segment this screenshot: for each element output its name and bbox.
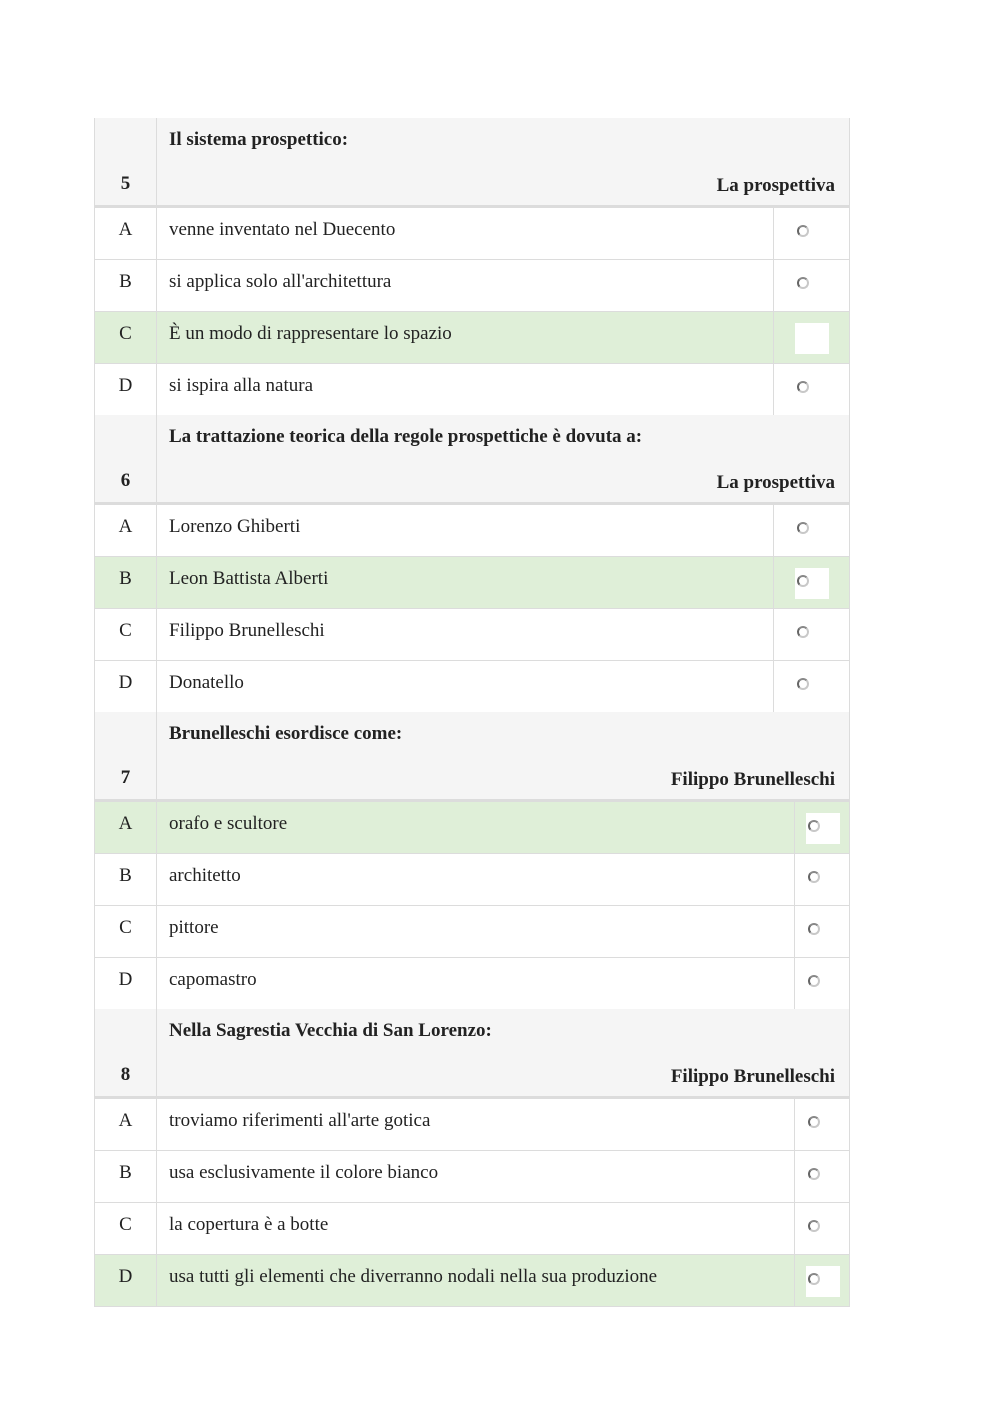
answer-row[interactable] [95, 1203, 849, 1255]
question-text: Brunelleschi esordisce come: [169, 723, 403, 744]
option-text: usa esclusivamente il colore bianco [169, 1162, 439, 1183]
question-topic: La prospettiva [716, 175, 835, 196]
option-text: capomastro [169, 969, 257, 990]
option-text: si applica solo all'architettura [169, 271, 392, 292]
answer-row[interactable] [95, 854, 849, 906]
option-letter: D [95, 958, 157, 1009]
option-letter: C [95, 1203, 157, 1254]
option-select-cell[interactable] [794, 1151, 849, 1202]
question-number: 8 [95, 1009, 157, 1096]
option-select-cell[interactable] [773, 505, 849, 556]
option-text: orafo e scultore [169, 813, 288, 834]
option-select-cell[interactable] [773, 557, 849, 608]
answer-row[interactable] [95, 1099, 849, 1151]
question-body [157, 118, 849, 205]
radio-icon[interactable] [797, 678, 809, 690]
question-number: 7 [95, 712, 157, 799]
option-letter: B [95, 854, 157, 905]
question-text: La trattazione teorica della regole prospettiche è dovuta a: [169, 426, 643, 447]
question-text: Nella Sagrestia Vecchia di San Lorenzo: [169, 1020, 492, 1041]
option-letter: D [95, 364, 157, 415]
question-block [95, 712, 849, 1009]
question-number: 6 [95, 415, 157, 502]
option-select-cell[interactable] [794, 958, 849, 1009]
radio-icon[interactable] [797, 381, 809, 393]
selected-box[interactable] [795, 323, 829, 354]
option-select-cell[interactable] [794, 1255, 849, 1306]
option-select-cell[interactable] [773, 208, 849, 259]
selected-box[interactable] [795, 568, 829, 599]
answer-row-correct[interactable] [95, 312, 849, 364]
answer-row[interactable] [95, 260, 849, 312]
answer-row[interactable] [95, 208, 849, 260]
option-select-cell[interactable] [794, 906, 849, 957]
answer-row[interactable] [95, 958, 849, 1009]
option-letter: A [95, 1099, 157, 1150]
question-body [157, 415, 849, 502]
option-letter: B [95, 557, 157, 608]
answer-row-correct[interactable] [95, 557, 849, 609]
answer-row[interactable] [95, 1151, 849, 1203]
option-select-cell[interactable] [773, 609, 849, 660]
radio-icon[interactable] [808, 820, 820, 832]
radio-icon[interactable] [797, 225, 809, 237]
option-text: usa tutti gli elementi che diverranno nodali nella sua produzione [169, 1266, 658, 1287]
option-text: si ispira alla natura [169, 375, 314, 396]
option-letter: C [95, 906, 157, 957]
option-select-cell[interactable] [794, 854, 849, 905]
option-text: pittore [169, 917, 219, 938]
option-select-cell[interactable] [773, 364, 849, 415]
question-block [95, 415, 849, 712]
question-header [95, 415, 849, 505]
radio-icon[interactable] [808, 1168, 820, 1180]
option-letter: A [95, 208, 157, 259]
option-text: Donatello [169, 672, 244, 693]
option-letter: D [95, 1255, 157, 1306]
radio-icon[interactable] [797, 575, 809, 587]
radio-icon[interactable] [797, 626, 809, 638]
option-letter: C [95, 609, 157, 660]
answer-row[interactable] [95, 609, 849, 661]
option-text: Filippo Brunelleschi [169, 620, 325, 641]
question-topic: Filippo Brunelleschi [670, 1066, 835, 1087]
option-text: Leon Battista Alberti [169, 568, 329, 589]
radio-icon[interactable] [808, 1220, 820, 1232]
option-select-cell[interactable] [794, 1099, 849, 1150]
answer-row[interactable] [95, 661, 849, 712]
quiz-table [94, 118, 850, 1307]
option-text: la copertura è a botte [169, 1214, 329, 1235]
option-select-cell[interactable] [773, 661, 849, 712]
selected-box[interactable] [806, 1266, 840, 1297]
question-body [157, 712, 849, 799]
radio-icon[interactable] [797, 522, 809, 534]
question-topic: La prospettiva [716, 472, 835, 493]
radio-icon[interactable] [808, 1273, 820, 1285]
answer-row[interactable] [95, 906, 849, 958]
option-text: È un modo di rappresentare lo spazio [169, 323, 452, 344]
question-header [95, 1009, 849, 1099]
option-letter: D [95, 661, 157, 712]
selected-box[interactable] [806, 813, 840, 844]
question-topic: Filippo Brunelleschi [670, 769, 835, 790]
option-text: Lorenzo Ghiberti [169, 516, 301, 537]
radio-icon[interactable] [797, 277, 809, 289]
option-letter: C [95, 312, 157, 363]
option-select-cell[interactable] [794, 802, 849, 853]
radio-icon[interactable] [808, 975, 820, 987]
radio-icon[interactable] [808, 1116, 820, 1128]
answer-row[interactable] [95, 364, 849, 415]
option-letter: B [95, 1151, 157, 1202]
answer-row-correct[interactable] [95, 1255, 849, 1306]
question-body [157, 1009, 849, 1096]
question-number: 5 [95, 118, 157, 205]
question-block [95, 1009, 849, 1306]
option-select-cell[interactable] [773, 312, 849, 363]
option-text: venne inventato nel Duecento [169, 219, 396, 240]
answer-row-correct[interactable] [95, 802, 849, 854]
option-text: architetto [169, 865, 241, 886]
option-text: troviamo riferimenti all'arte gotica [169, 1110, 431, 1131]
radio-icon[interactable] [808, 923, 820, 935]
question-header [95, 118, 849, 208]
option-letter: A [95, 802, 157, 853]
question-block [95, 118, 849, 415]
option-letter: B [95, 260, 157, 311]
option-letter: A [95, 505, 157, 556]
radio-icon[interactable] [808, 871, 820, 883]
question-header [95, 712, 849, 802]
answer-row[interactable] [95, 505, 849, 557]
question-text: Il sistema prospettico: [169, 129, 349, 150]
option-select-cell[interactable] [794, 1203, 849, 1254]
option-select-cell[interactable] [773, 260, 849, 311]
